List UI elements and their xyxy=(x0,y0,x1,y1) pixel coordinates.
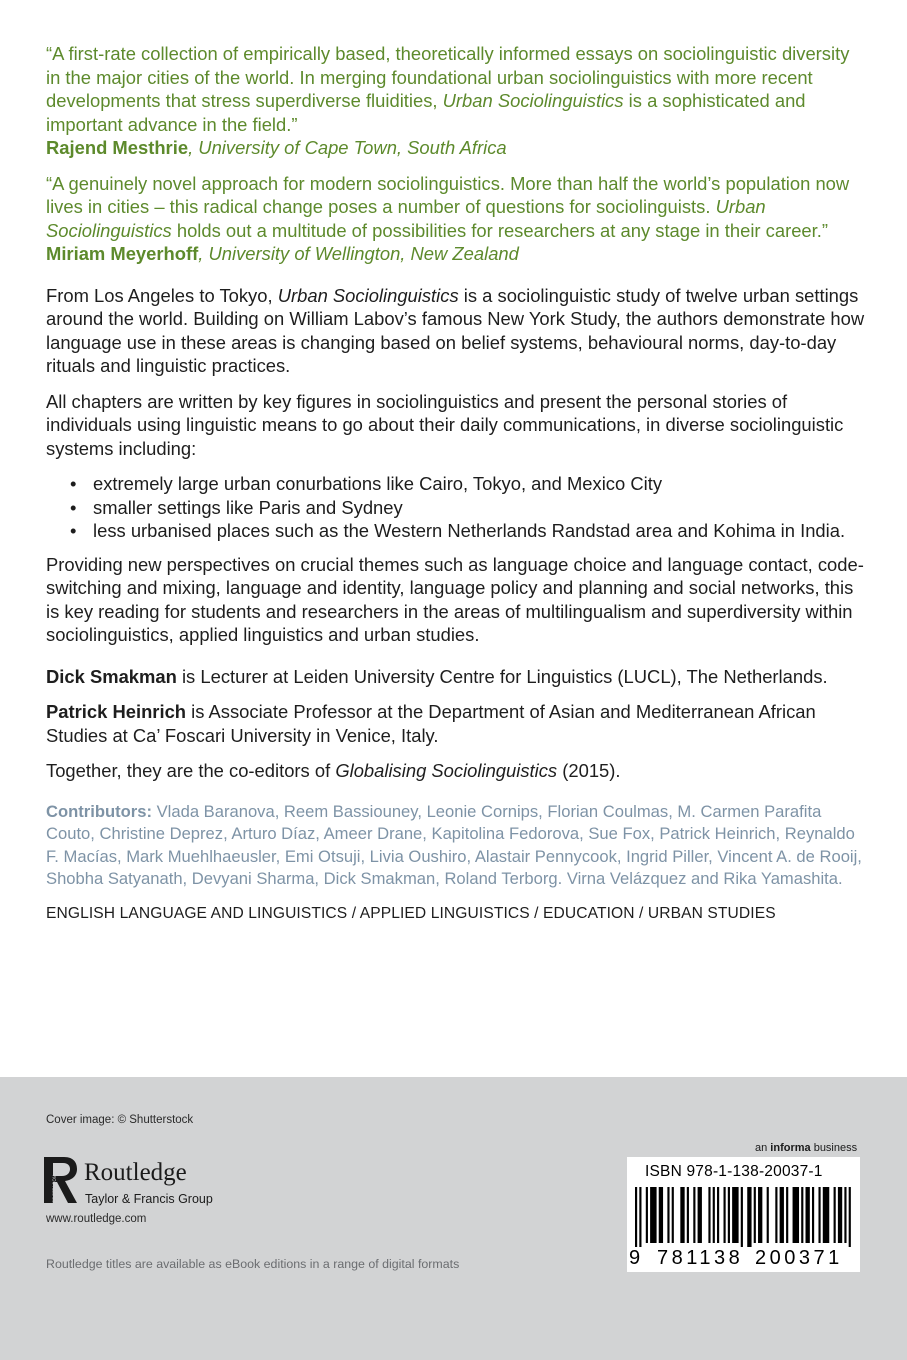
editor-2-bio: is Associate Professor at the Department of Asian and Mediterranean African Studies at Ca’ Foscari University in Venice, Italy. xyxy=(46,701,816,746)
barcode-bar xyxy=(812,1187,814,1243)
barcode-bar xyxy=(724,1187,726,1243)
endorsement-quote-2 xyxy=(46,172,866,266)
routledge-logo xyxy=(44,1157,244,1207)
quote-1-author: Rajend Mesthrie xyxy=(46,137,189,158)
barcode-bar xyxy=(767,1187,769,1243)
barcode-bar xyxy=(844,1187,846,1243)
co-editors-book-title: Globalising Sociolinguistics xyxy=(335,760,558,781)
barcode-bar xyxy=(849,1187,851,1247)
settings-bullet-list xyxy=(46,472,866,543)
quote-2-affiliation: , University of Wellington, New Zealand xyxy=(198,243,519,264)
quote-2-attribution xyxy=(46,242,866,266)
contributors-names: Vlada Baranova, Reem Bassiouney, Leonie Cornips, Florian Coulmas, M. Carmen Parafita Couto, Christine Deprez, Arturo Díaz, Ameer Drane, Kapitolina Fedorova, Sue Fox, Patrick Heinrich, Reynaldo F. Macías, Mark Muehlhaeusler, Emi Otsuji, Livia Oushiro, Alastair Pennycook, Ingrid Piller, Vincent A. de Rooij, Shobha Satyanath, Devyani Sharma, Dick Smakman, Roland Terborg. Virna Velázquez and Rika Yamashita. xyxy=(46,801,862,889)
barcode-bar xyxy=(747,1187,751,1247)
barcode-digits-right: 200371 xyxy=(755,1247,843,1269)
contributors-label: Contributors: xyxy=(46,801,152,821)
endorsement-quote-1 xyxy=(46,42,866,160)
description-paragraph-2: All chapters are written by key figures in sociolinguistics and present the personal stories of individuals using linguistic means to go about their daily communications, in diverse sociolinguistic systems including: xyxy=(46,390,844,459)
isbn-barcode xyxy=(627,1157,860,1272)
publisher-group: Taylor & Francis Group xyxy=(85,1192,213,1206)
barcode-bar xyxy=(758,1187,762,1243)
quote-1-text: “A first-rate collection of empirically based, theoretically informed essays on sociolinguistic diversity in the major cities of the world. In merging foundational urban sociolinguistics with more recent developments that stress superdiverse fluidities, xyxy=(46,43,850,111)
barcode-bar xyxy=(650,1187,656,1243)
barcode-bar xyxy=(834,1187,836,1243)
publisher-name: Routledge xyxy=(84,1159,187,1186)
barcode-bar xyxy=(693,1187,695,1243)
barcode-bar xyxy=(646,1187,648,1243)
bullet-item: • smaller settings like Paris and Sydney xyxy=(46,496,866,520)
barcode-digit-lead: 9 xyxy=(629,1247,641,1269)
barcode-bar xyxy=(639,1187,641,1247)
barcode-bar xyxy=(667,1187,669,1243)
co-editors-year: (2015). xyxy=(557,760,621,781)
quote-2-text: “A genuinely novel approach for modern sociolinguistics. More than half the world’s population now lives in cities – this radical change poses a number of questions for sociolinguists. xyxy=(46,172,850,217)
barcode-bar xyxy=(680,1187,684,1243)
ebook-note: Routledge titles are available as eBook editions in a range of digital formats xyxy=(46,1257,460,1271)
barcode-bar xyxy=(635,1187,637,1247)
barcode-bar xyxy=(780,1187,784,1243)
quote-1-affiliation: , University of Cape Town, South Africa xyxy=(188,137,507,158)
informa-suffix: business xyxy=(810,1142,858,1154)
description-p1-end: is a sociolinguistic study of twelve urban settings around the world. Building on William Labov’s famous New York Study, the authors demonstrate how language use in these areas is changing based on belief systems, behavioural norms, day-to-day rituals and linguistic practices. xyxy=(46,284,865,376)
barcode-bar xyxy=(708,1187,710,1243)
isbn-number: ISBN 978-1-138-20037-1 xyxy=(645,1163,823,1180)
barcode-bar xyxy=(717,1187,719,1243)
barcode-bar xyxy=(793,1187,799,1243)
editor-bio-1 xyxy=(46,665,866,689)
description-paragraph-1 xyxy=(46,284,866,378)
barcode-bar xyxy=(775,1187,777,1243)
barcode-bar xyxy=(687,1187,689,1243)
quote-2-author: Miriam Meyerhoff xyxy=(46,243,199,264)
svg-text:ROUTLEDGE: ROUTLEDGE xyxy=(50,1175,56,1203)
co-editors-text: Together, they are the co-editors of xyxy=(46,760,336,781)
informa-business-tag xyxy=(755,1142,857,1154)
barcode-bar xyxy=(823,1187,829,1243)
quote-1-text-end: is a sophisticated and important advance in the field.” xyxy=(46,90,806,135)
routledge-r-icon xyxy=(44,1157,78,1211)
bullet-item: • extremely large urban conurbations like Cairo, Tokyo, and Mexico City xyxy=(46,472,866,496)
contributors-list xyxy=(46,801,866,891)
cover-image-credit: Cover image: © Shutterstock xyxy=(46,1114,194,1126)
informa-brand: informa xyxy=(770,1142,811,1154)
barcode-bar xyxy=(659,1187,663,1243)
informa-prefix: an xyxy=(755,1142,771,1154)
barcode-bar xyxy=(786,1187,788,1243)
barcode-bar xyxy=(728,1187,730,1243)
barcode-bar xyxy=(754,1187,756,1243)
barcode-digits-left: 781138 xyxy=(657,1247,744,1269)
barcode-bar xyxy=(732,1187,738,1243)
barcode-bar xyxy=(801,1187,803,1243)
editor-bio-2 xyxy=(46,700,866,747)
barcode-bar xyxy=(698,1187,702,1243)
barcode-bar xyxy=(741,1187,743,1247)
barcode-bar xyxy=(713,1187,715,1243)
editor-1-bio: is Lecturer at Leiden University Centre for Linguistics (LUCL), The Netherlands. xyxy=(176,665,828,687)
editor-2-name: Patrick Heinrich xyxy=(46,701,187,722)
publisher-website: www.routledge.com xyxy=(46,1213,147,1225)
description-p1-title: Urban Sociolinguistics xyxy=(277,284,459,306)
quote-1-attribution xyxy=(46,136,866,160)
back-cover-content xyxy=(46,42,866,923)
quote-2-book-title: Urban Sociolinguistics xyxy=(46,196,766,241)
editor-1-name: Dick Smakman xyxy=(46,665,177,687)
barcode-bar xyxy=(818,1187,820,1243)
description-p1-start: From Los Angeles to Tokyo, xyxy=(46,284,278,306)
barcode-bar xyxy=(672,1187,674,1243)
description-paragraph-3: Providing new perspectives on crucial themes such as language choice and language contact, code-switching and mixing, language and identity, language policy and planning and social networks, this is key reading for students and researchers in the areas of multilingualism and superdiversity within sociolinguistics, applied linguistics and urban studies. xyxy=(46,553,864,645)
bullet-item: • less urbanised places such as the Western Netherlands Randstad area and Kohima in India. xyxy=(46,519,866,543)
barcode-bar xyxy=(838,1187,842,1243)
barcode-bar xyxy=(806,1187,810,1243)
footer-band xyxy=(0,1077,907,1360)
barcode-bars xyxy=(635,1187,853,1247)
co-editors-note xyxy=(46,759,866,783)
quote-1-book-title: Urban Sociolinguistics xyxy=(442,90,624,111)
quote-2-text-end: holds out a multitude of possibilities for researchers at any stage in their career.” xyxy=(171,219,828,241)
subject-categories: ENGLISH LANGUAGE AND LINGUISTICS / APPLIED LINGUISTICS / EDUCATION / URBAN STUDIES xyxy=(46,904,776,922)
